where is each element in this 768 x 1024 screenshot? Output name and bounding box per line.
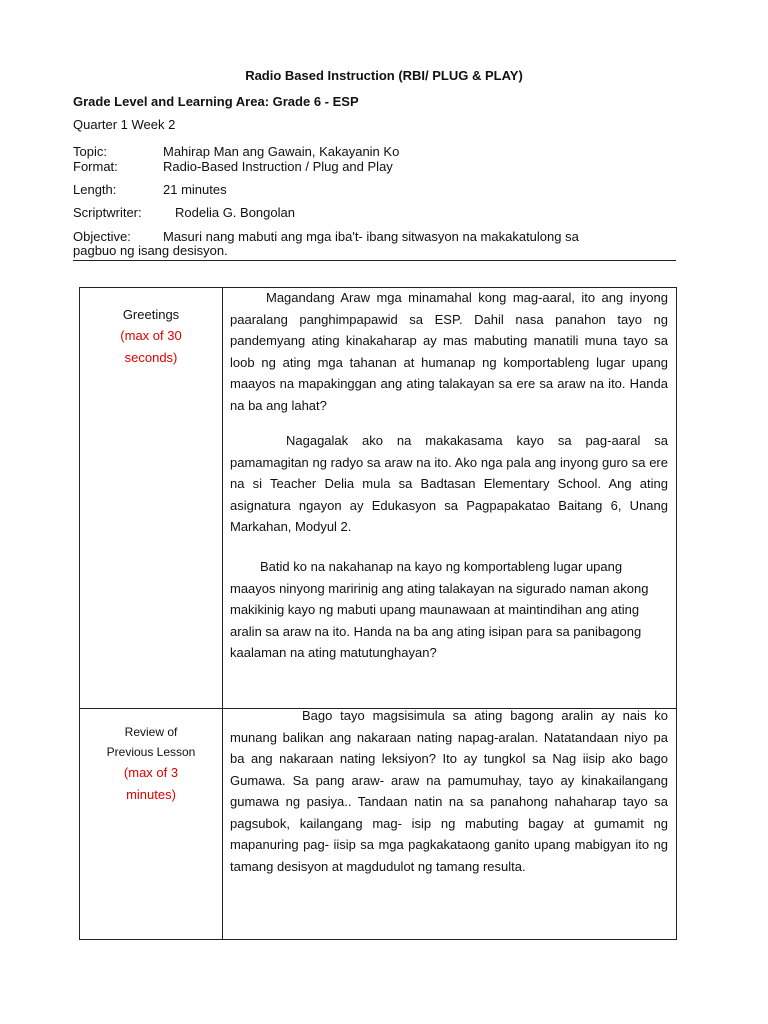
format-label: Format:	[73, 159, 118, 174]
length-value: 21 minutes	[163, 182, 227, 197]
quarter-week: Quarter 1 Week 2	[73, 117, 176, 132]
greetings-paragraph-2: Nagagalak ako na makakasama kayo sa pag-aaral sa pamamagitan ng radyo sa araw na ito. Ako nga pala ang inyong guro sa ere na si Teacher Delia mula sa Badtasan Elementary School. Ang ating asignatura ngayon ay Edukasyon sa Pagpapakatao Baitang 6, Unang Markahan, Modyul 2.	[230, 433, 668, 534]
greetings-time-line-2: seconds)	[124, 350, 178, 365]
separator-line	[73, 260, 676, 261]
objective-label: Objective:	[73, 229, 131, 244]
topic-label: Topic:	[73, 144, 107, 159]
format-value: Radio-Based Instruction / Plug and Play	[163, 159, 393, 174]
greetings-paragraph-3: Batid ko na nakahanap na kayo ng komportableng lugar upang maayos ninyong maririnig ang ating talakayan na sigurado naman akong makikinig kayo ng mabuti upang maunawaan at maintindihan ang ating aralin sa araw na ito. Handa na ba ang ating isipan para sa panibagong kaalaman na ating matutunghayan?	[230, 559, 649, 660]
objective-line-1: Masuri nang mabuti ang mga iba't- ibang sitwasyon na makakatulong sa	[163, 229, 579, 244]
objective-line-2: pagbuo ng isang desisyon.	[73, 243, 228, 258]
greetings-label: Greetings	[122, 307, 180, 322]
review-time-line-1: (max of 3	[123, 765, 179, 780]
length-label: Length:	[73, 182, 117, 197]
column-divider	[222, 288, 223, 939]
greetings-paragraph-1: Magandang Araw mga minamahal kong mag-aaral, ito ang inyong paaralang panghimpapawid sa ESP. Dahil nasa panahon tayo ng pandemyang ating kinakaharap ay mas mabuting manatili muna tayo sa loob ng ating mga tahanan at humanap ng komportableng lugar upang maayos na mapakinggan ang ating talakayan sa ere sa araw na ito. Handa na ba ang lahat?	[230, 290, 668, 413]
topic-value: Mahirap Man ang Gawain, Kakayanin Ko	[163, 144, 400, 159]
review-label-line-2: Previous Lesson	[106, 745, 196, 759]
greetings-time-line-1: (max of 30	[120, 328, 182, 343]
scriptwriter-label: Scriptwriter:	[73, 205, 142, 220]
review-label-line-1: Review of	[124, 725, 178, 739]
scriptwriter-value: Rodelia G. Bongolan	[175, 205, 295, 220]
script-table	[79, 287, 677, 940]
review-time-line-2: minutes)	[126, 787, 176, 802]
document-title: Radio Based Instruction (RBI/ PLUG & PLAY)	[245, 68, 523, 83]
review-paragraph-1: Bago tayo magsisimula sa ating bagong aralin ay nais ko munang balikan ang nakaraan nating napag-aralan. Natatandaan niyo pa ba ang nakaraan nating leksiyon? Ito ay tungkol sa Nag iisip ako bago Gumawa. Sa pang araw- araw na pamumuhay, tayo ay kinakailangang gumawa ng pasiya.. Tandaan natin na sa panahong nahaharap tayo sa pagsubok, kailangang mag- isip ng mabuting bagay at gumamit ng mapanuring pag- iisip sa mga pagkakataong ganito upang mabigyan ito ng tamang desisyon at magdudulot ng tamang resulta.	[230, 708, 668, 874]
grade-level: Grade Level and Learning Area: Grade 6 - ESP	[73, 94, 359, 109]
